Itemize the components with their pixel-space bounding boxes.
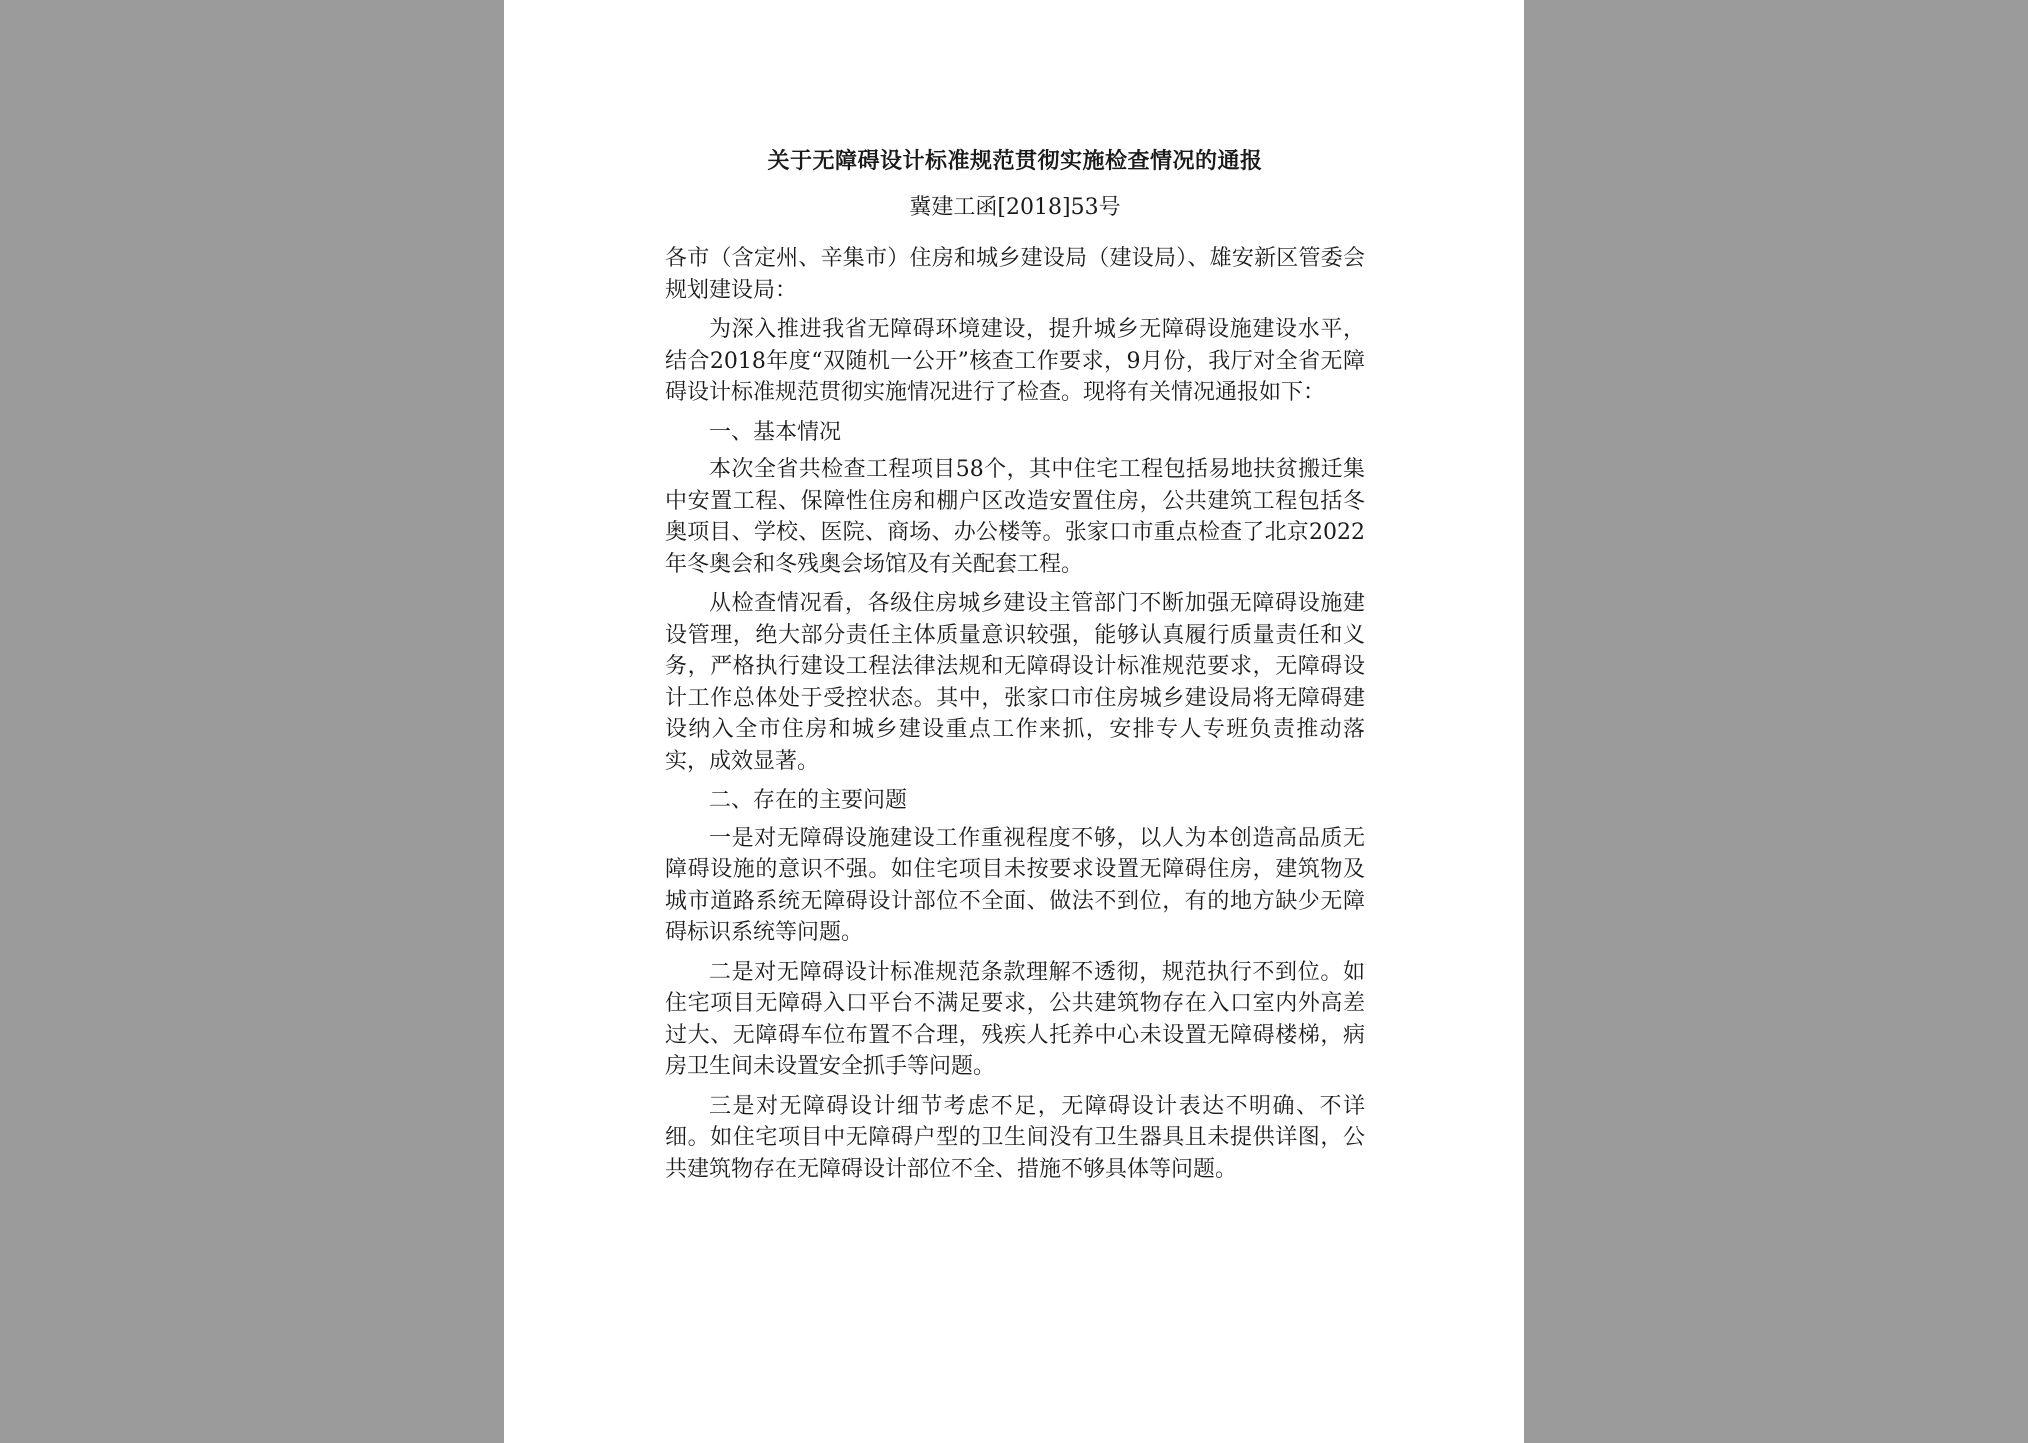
section-heading-basic: 一、基本情况 — [709, 419, 842, 445]
document-page — [504, 0, 1524, 1443]
document-title: 关于无障碍设计标准规范贯彻实施检查情况的通报 — [767, 148, 1263, 174]
section2-paragraph-2: 二是对无障碍设计标准规范条款理解不透彻，规范执行不到位。如住宅项目无障碍入口平台不满足要求，公共建筑物存在入口室内外高差过大、无障碍车位布置不合理，残疾人托养中心未设置无障碍楼梯，病房卫生间未设置安全抓手等问题。 — [665, 959, 1365, 1079]
section1-paragraph-1: 本次全省共检查工程项目58个，其中住宅工程包括易地扶贫搬迁集中安置工程、保障性住房和棚户区改造安置住房，公共建筑工程包括冬奥项目、学校、医院、商场、办公楼等。张家口市重点检查了北京2022年冬奥会和冬残奥会场馆及有关配套工程。 — [665, 457, 1365, 577]
section2-paragraph-3: 三是对无障碍设计细节考虑不足，无障碍设计表达不明确、不详细。如住宅项目中无障碍户型的卫生间没有卫生器具且未提供详图，公共建筑物存在无障碍设计部位不全、措施不够具体等问题。 — [665, 1093, 1365, 1182]
intro-paragraph: 为深入推进我省无障碍环境建设，提升城乡无障碍设施建设水平，结合2018年度“双随机一公开”核查工作要求，9月份，我厅对全省无障碍设计标准规范贯彻实施情况进行了检查。现将有关情况通报如下： — [665, 317, 1365, 405]
section1-paragraph-2: 从检查情况看，各级住房城乡建设主管部门不断加强无障碍设施建设管理，绝大部分责任主体质量意识较强，能够认真履行质量责任和义务，严格执行建设工程法律法规和无障碍设计标准规范要求，无障碍设计工作总体处于受控状态。其中，张家口市住房城乡建设局将无障碍建设纳入全市住房和城乡建设重点工作来抓，安排专人专班负责推动落实，成效显著。 — [665, 591, 1365, 774]
document-body — [665, 146, 1365, 1193]
addressee: 各市（含定州、辛集市）住房和城乡建设局（建设局）、雄安新区管委会规划建设局： — [665, 246, 1365, 303]
document-number: 冀建工函[2018]53号 — [909, 194, 1121, 220]
section2-paragraph-1: 一是对无障碍设施建设工作重视程度不够，以人为本创造高品质无障碍设施的意识不强。如住宅项目未按要求设置无障碍住房，建筑物及城市道路系统无障碍设计部位不全面、做法不到位，有的地方缺少无障碍标识系统等问题。 — [665, 825, 1365, 945]
section-heading-problems: 二、存在的主要问题 — [709, 788, 908, 813]
